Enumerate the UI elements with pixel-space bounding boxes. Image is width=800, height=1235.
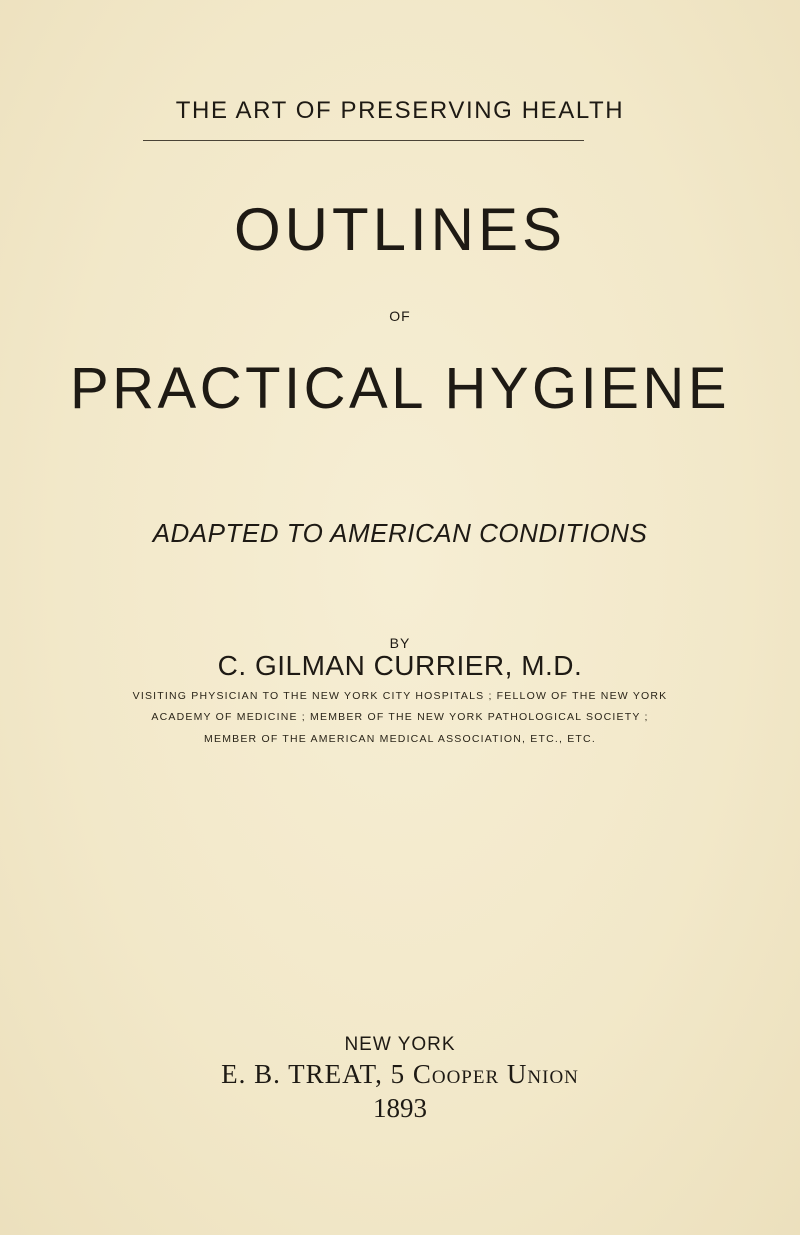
imprint-year: 1893 — [373, 1093, 427, 1123]
adapted-subtitle: ADAPTED TO AMERICAN CONDITIONS — [152, 518, 648, 548]
publisher-text: E. B. TREAT, 5 Cooper Union — [221, 1059, 579, 1089]
of-connector: OF — [389, 308, 411, 324]
author-credential-line: MEMBER OF THE AMERICAN MEDICAL ASSOCIATION, ETC., ETC. — [204, 733, 596, 745]
author-credential-line: VISITING PHYSICIAN TO THE NEW YORK CITY HOSPITALS ; FELLOW OF THE NEW YORK — [132, 690, 668, 702]
title-rule — [143, 140, 584, 141]
imprint-publisher — [0, 1059, 800, 1090]
series-title: THE ART OF PRESERVING HEALTH — [175, 97, 625, 124]
imprint-city: NEW YORK — [344, 1034, 456, 1055]
main-title: OUTLINES — [233, 196, 567, 263]
author-credential-line: ACADEMY OF MEDICINE ; MEMBER OF THE NEW YORK PATHOLOGICAL SOCIETY ; — [151, 711, 649, 723]
sub-title: PRACTICAL HYGIENE — [69, 356, 731, 421]
by-text: BY — [389, 635, 411, 651]
author-name: C. GILMAN CURRIER, M.D. — [217, 650, 583, 681]
